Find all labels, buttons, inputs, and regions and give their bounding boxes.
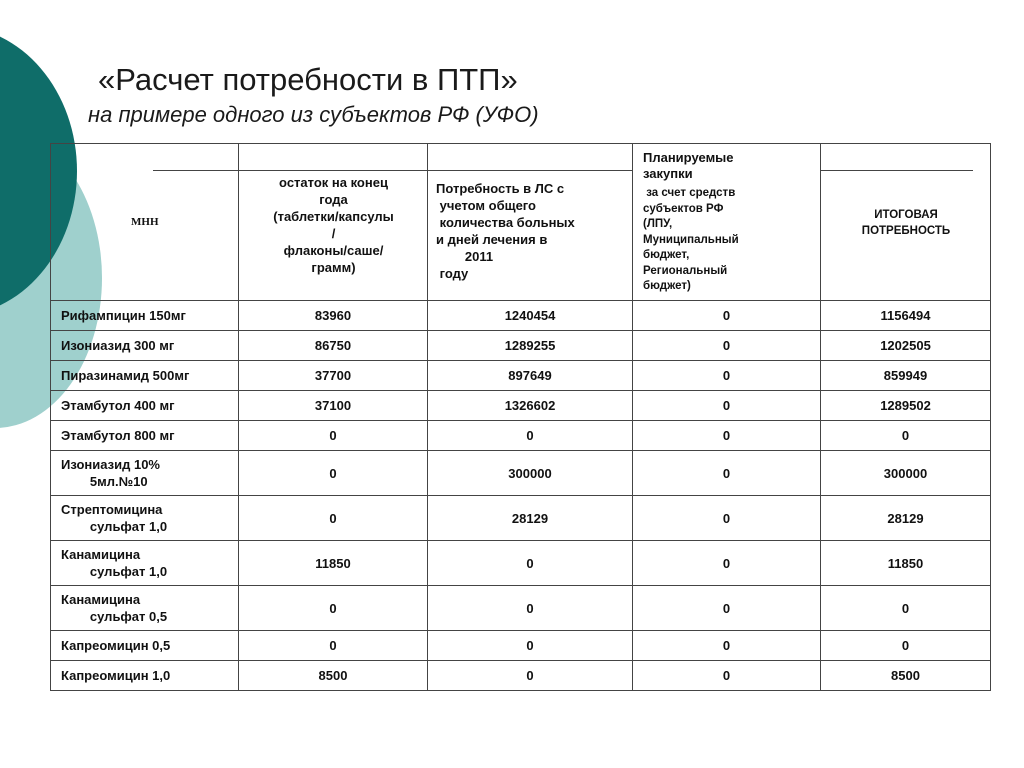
table-row [51, 586, 991, 631]
table-row [51, 541, 991, 586]
header-mnn: МНН [131, 216, 159, 228]
drug-name-cell: Этамбутол 800 мг [51, 421, 239, 451]
total-cell: 0 [821, 586, 991, 631]
planned-cell: 0 [633, 391, 821, 421]
table-row [51, 631, 991, 661]
header-cell-total [821, 144, 991, 301]
need-cell: 300000 [428, 451, 633, 496]
header-planned-sub: за счет средств субъектов РФ (ЛПУ, Муниципальный бюджет, Региональный бюджет) [643, 187, 739, 292]
remainder-cell: 8500 [239, 661, 428, 691]
need-cell: 0 [428, 631, 633, 661]
need-cell: 897649 [428, 361, 633, 391]
header-rule [428, 170, 633, 171]
drug-name-cell: Этамбутол 400 мг [51, 391, 239, 421]
total-cell: 8500 [821, 661, 991, 691]
remainder-cell: 86750 [239, 331, 428, 361]
table-row [51, 301, 991, 331]
header-rule [239, 170, 428, 171]
header-need: Потребность в ЛС с учетом общего количества больных и дней лечения в 2011 году [436, 181, 575, 281]
drug-name-cell: Канамицина сульфат 0,5 [51, 586, 239, 631]
remainder-cell: 11850 [239, 541, 428, 586]
header-rule [821, 170, 973, 171]
table-row [51, 361, 991, 391]
drug-name-cell: Изониазид 10% 5мл.№10 [51, 451, 239, 496]
remainder-cell: 0 [239, 421, 428, 451]
need-cell: 1240454 [428, 301, 633, 331]
need-cell: 1289255 [428, 331, 633, 361]
table-row [51, 496, 991, 541]
drug-name-cell: Канамицина сульфат 1,0 [51, 541, 239, 586]
header-total: ИТОГОВАЯ ПОТРЕБНОСТЬ [861, 209, 951, 237]
planned-cell: 0 [633, 631, 821, 661]
header-cell-mnn [51, 144, 239, 301]
planned-cell: 0 [633, 301, 821, 331]
table-row [51, 421, 991, 451]
drug-name-cell: Капреомицин 1,0 [51, 661, 239, 691]
need-cell: 0 [428, 661, 633, 691]
remainder-cell: 37100 [239, 391, 428, 421]
header-planned-title: Планируемые закупки [643, 150, 734, 181]
header-rule [153, 170, 239, 171]
drug-name-cell: Капреомицин 0,5 [51, 631, 239, 661]
drug-name-cell: Стрептомицина сульфат 1,0 [51, 496, 239, 541]
remainder-cell: 0 [239, 586, 428, 631]
header-remainder: остаток на конец года (таблетки/капсулы / флаконы/саше/ грамм) [273, 175, 394, 275]
header-cell-remainder [239, 144, 428, 301]
planned-cell: 0 [633, 541, 821, 586]
total-cell: 28129 [821, 496, 991, 541]
header-row [51, 144, 991, 301]
need-cell: 0 [428, 421, 633, 451]
remainder-cell: 37700 [239, 361, 428, 391]
planned-cell: 0 [633, 361, 821, 391]
total-cell: 11850 [821, 541, 991, 586]
table-row [51, 451, 991, 496]
planned-cell: 0 [633, 661, 821, 691]
remainder-cell: 83960 [239, 301, 428, 331]
drug-name-cell: Изониазид 300 мг [51, 331, 239, 361]
total-cell: 0 [821, 631, 991, 661]
planned-cell: 0 [633, 586, 821, 631]
remainder-cell: 0 [239, 631, 428, 661]
need-cell: 0 [428, 541, 633, 586]
total-cell: 1156494 [821, 301, 991, 331]
total-cell: 300000 [821, 451, 991, 496]
planned-cell: 0 [633, 331, 821, 361]
remainder-cell: 0 [239, 496, 428, 541]
planned-cell: 0 [633, 421, 821, 451]
table-row [51, 391, 991, 421]
need-cell: 0 [428, 586, 633, 631]
drug-name-cell: Пиразинамид 500мг [51, 361, 239, 391]
total-cell: 859949 [821, 361, 991, 391]
slide-subtitle: на примере одного из субъектов РФ (УФО) [88, 102, 539, 127]
total-cell: 1289502 [821, 391, 991, 421]
table-row [51, 661, 991, 691]
header-cell-planned [633, 144, 821, 301]
planned-cell: 0 [633, 496, 821, 541]
table-row [51, 331, 991, 361]
slide-title: «Расчет потребности в ПТП» [98, 62, 518, 97]
total-cell: 1202505 [821, 331, 991, 361]
need-cell: 28129 [428, 496, 633, 541]
remainder-cell: 0 [239, 451, 428, 496]
header-cell-need [428, 144, 633, 301]
requirements-table [50, 143, 991, 691]
planned-cell: 0 [633, 451, 821, 496]
drug-name-cell: Рифампицин 150мг [51, 301, 239, 331]
need-cell: 1326602 [428, 391, 633, 421]
total-cell: 0 [821, 421, 991, 451]
